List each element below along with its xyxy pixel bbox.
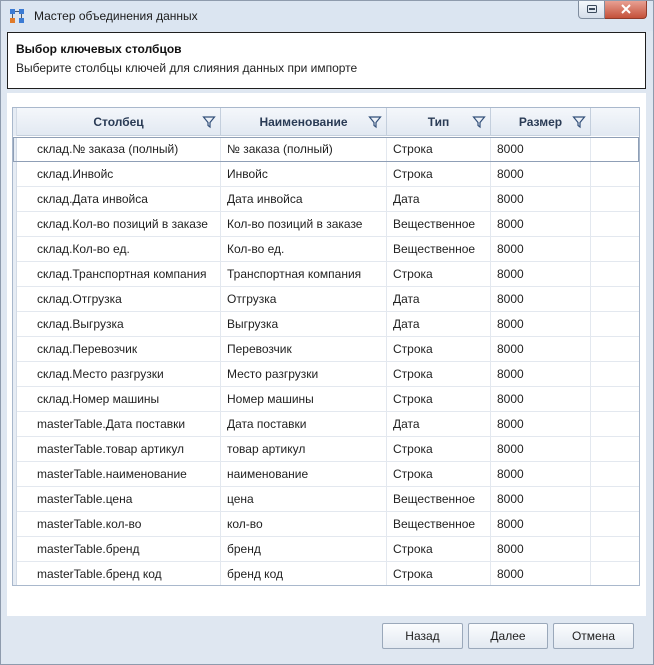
cell-name[interactable]: Место разгрузки (221, 362, 387, 386)
cell-column[interactable]: склад.Дата инвойса (17, 187, 221, 211)
cell-type[interactable]: Вещественное (387, 487, 491, 511)
table-row[interactable] (13, 487, 639, 512)
cell-name[interactable]: Транспортная компания (221, 262, 387, 286)
cell-name[interactable]: Перевозчик (221, 337, 387, 361)
cell-type[interactable]: Вещественное (387, 237, 491, 261)
cell-column[interactable]: склад.Место разгрузки (17, 362, 221, 386)
cell-size[interactable]: 8000 (491, 337, 591, 361)
cell-filler (591, 387, 639, 411)
cell-size[interactable]: 8000 (491, 187, 591, 211)
minimize-icon (586, 3, 598, 17)
cell-type[interactable]: Дата (387, 312, 491, 336)
cell-size[interactable]: 8000 (491, 387, 591, 411)
cell-filler (591, 137, 639, 161)
filter-icon[interactable] (202, 115, 216, 129)
key-columns-grid[interactable] (12, 107, 640, 586)
table-row[interactable] (13, 162, 639, 187)
column-header-name[interactable] (221, 108, 387, 136)
column-header-type[interactable] (387, 108, 491, 136)
cell-size[interactable]: 8000 (491, 312, 591, 336)
cell-column[interactable]: склад.Номер машины (17, 387, 221, 411)
cell-filler (591, 212, 639, 236)
table-row[interactable] (13, 412, 639, 437)
cell-name[interactable]: Дата поставки (221, 412, 387, 436)
cell-size[interactable]: 8000 (491, 487, 591, 511)
cell-name[interactable]: наименование (221, 462, 387, 486)
cell-filler (591, 262, 639, 286)
cell-size[interactable]: 8000 (491, 287, 591, 311)
cell-type[interactable]: Строка (387, 337, 491, 361)
cell-size[interactable]: 8000 (491, 162, 591, 186)
content-area (7, 93, 646, 616)
cell-name[interactable]: № заказа (полный) (221, 137, 387, 161)
step-description: Выберите столбцы ключей для слияния данных при импорте (16, 61, 358, 75)
grid-body (13, 137, 639, 586)
cell-filler (591, 437, 639, 461)
cell-filler (591, 512, 639, 536)
table-row[interactable] (13, 262, 639, 287)
cell-name[interactable]: Выгрузка (221, 312, 387, 336)
table-row[interactable] (13, 537, 639, 562)
cell-type[interactable]: Строка (387, 162, 491, 186)
cell-column[interactable]: masterTable.бренд (17, 537, 221, 561)
cell-type[interactable]: Строка (387, 437, 491, 461)
cell-name[interactable]: бренд код (221, 562, 387, 586)
cell-filler (591, 487, 639, 511)
cell-column[interactable]: склад.Выгрузка (17, 312, 221, 336)
cell-name[interactable]: Дата инвойса (221, 187, 387, 211)
cell-name[interactable]: Номер машины (221, 387, 387, 411)
cell-name[interactable]: Кол-во позиций в заказе (221, 212, 387, 236)
cell-column[interactable]: masterTable.бренд код (17, 562, 221, 586)
cell-column[interactable]: склад.Транспортная компания (17, 262, 221, 286)
next-button[interactable]: Далее (468, 623, 548, 649)
wizard-step-header (7, 32, 646, 89)
cell-column[interactable]: склад.Кол-во ед. (17, 237, 221, 261)
cell-size[interactable]: 8000 (491, 262, 591, 286)
column-header-size[interactable] (491, 108, 591, 136)
data-merge-icon (9, 8, 25, 24)
cell-filler (591, 312, 639, 336)
filter-icon[interactable] (472, 115, 486, 129)
cell-type[interactable]: Вещественное (387, 212, 491, 236)
back-button[interactable]: Назад (382, 623, 463, 649)
cell-column[interactable]: склад.Инвойс (17, 162, 221, 186)
column-header-label: Размер (518, 115, 563, 129)
table-row[interactable] (13, 462, 639, 487)
cell-size[interactable]: 8000 (491, 512, 591, 536)
cell-filler (591, 362, 639, 386)
cell-name[interactable]: цена (221, 487, 387, 511)
cell-name[interactable]: Отгрузка (221, 287, 387, 311)
cell-column[interactable]: masterTable.товар артикул (17, 437, 221, 461)
cell-size[interactable]: 8000 (491, 562, 591, 586)
cell-type[interactable]: Строка (387, 362, 491, 386)
window-title: Мастер объединения данных (34, 9, 198, 23)
cell-name[interactable]: товар артикул (221, 437, 387, 461)
table-row[interactable] (13, 287, 639, 312)
close-button[interactable] (605, 1, 647, 19)
cell-size[interactable]: 8000 (491, 412, 591, 436)
column-header-label: Столбец (93, 115, 144, 129)
cell-type[interactable]: Строка (387, 262, 491, 286)
window-controls (578, 1, 647, 20)
cell-size[interactable]: 8000 (491, 362, 591, 386)
cell-column[interactable]: masterTable.Дата поставки (17, 412, 221, 436)
cell-size[interactable]: 8000 (491, 137, 591, 161)
cell-filler (591, 412, 639, 436)
cell-size[interactable]: 8000 (491, 537, 591, 561)
cell-size[interactable]: 8000 (491, 212, 591, 236)
cell-filler (591, 237, 639, 261)
cell-type[interactable]: Строка (387, 137, 491, 161)
cell-filler (591, 162, 639, 186)
cell-filler (591, 462, 639, 486)
filter-icon[interactable] (368, 115, 382, 129)
close-icon (620, 3, 632, 17)
cell-column[interactable]: masterTable.кол-во (17, 512, 221, 536)
table-row[interactable] (13, 562, 639, 586)
cell-name[interactable]: Кол-во ед. (221, 237, 387, 261)
cell-size[interactable]: 8000 (491, 437, 591, 461)
cell-column[interactable]: склад.Отгрузка (17, 287, 221, 311)
cancel-button[interactable]: Отмена (553, 623, 634, 649)
grid-header (13, 108, 639, 136)
table-row[interactable] (13, 387, 639, 412)
column-header-label: Тип (427, 115, 450, 129)
table-row[interactable] (13, 137, 639, 162)
cell-name[interactable]: Инвойс (221, 162, 387, 186)
cell-type[interactable]: Дата (387, 412, 491, 436)
cell-type[interactable]: Вещественное (387, 512, 491, 536)
table-row[interactable] (13, 312, 639, 337)
table-row[interactable] (13, 337, 639, 362)
cell-filler (591, 562, 639, 586)
cell-size[interactable]: 8000 (491, 237, 591, 261)
cell-name[interactable]: бренд (221, 537, 387, 561)
filter-icon[interactable] (572, 115, 586, 129)
table-row[interactable] (13, 512, 639, 537)
cell-type[interactable]: Строка (387, 387, 491, 411)
title-bar[interactable] (1, 1, 653, 31)
minimize-button[interactable] (578, 1, 605, 19)
cell-filler (591, 537, 639, 561)
table-row[interactable] (13, 437, 639, 462)
cell-column[interactable]: склад.Кол-во позиций в заказе (17, 212, 221, 236)
cell-column[interactable]: склад.Перевозчик (17, 337, 221, 361)
cell-name[interactable]: кол-во (221, 512, 387, 536)
cell-type[interactable]: Строка (387, 537, 491, 561)
table-row[interactable] (13, 237, 639, 262)
table-row[interactable] (13, 187, 639, 212)
column-header-filler (591, 108, 639, 136)
cell-type[interactable]: Дата (387, 187, 491, 211)
cell-filler (591, 187, 639, 211)
column-header-column[interactable] (17, 108, 221, 136)
cell-type[interactable]: Строка (387, 562, 491, 586)
table-row[interactable] (13, 362, 639, 387)
cell-column[interactable]: masterTable.наименование (17, 462, 221, 486)
cell-type[interactable]: Дата (387, 287, 491, 311)
cell-type[interactable]: Строка (387, 462, 491, 486)
cell-filler (591, 287, 639, 311)
column-header-label: Наименование (259, 115, 348, 129)
cell-filler (591, 337, 639, 361)
table-row[interactable] (13, 212, 639, 237)
cell-size[interactable]: 8000 (491, 462, 591, 486)
cell-column[interactable]: masterTable.цена (17, 487, 221, 511)
cell-column[interactable]: склад.№ заказа (полный) (17, 137, 221, 161)
step-title: Выбор ключевых столбцов (16, 42, 182, 56)
